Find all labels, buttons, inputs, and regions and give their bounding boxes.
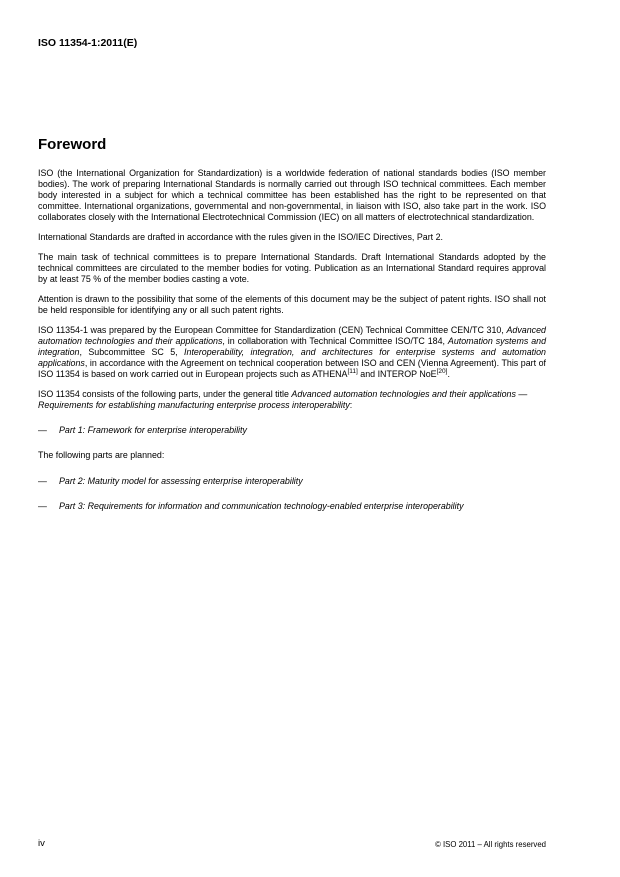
dash-bullet: — — [38, 501, 47, 511]
paragraph-patent-rights: Attention is drawn to the possibility that some of the elements of this document may be the subject of patent rights. ISO shall not be held responsible for identifying any or all such patent rights. — [38, 294, 546, 315]
general-title: Advanced automation technologies and their applications — Requirements for establishing manufacturing enterprise process interoperability — [38, 389, 528, 410]
part-2-title: Part 2: Maturity model for assessing enterprise interoperability — [59, 476, 303, 486]
part-3-title: Part 3: Requirements for information and communication technology-enabled enterprise interoperability — [59, 501, 464, 511]
paragraph-parts-list-intro — [38, 389, 546, 411]
document-identifier: ISO 11354-1:2011(E) — [38, 37, 138, 49]
subcommittee-title: Interoperability, integration, and architectures for enterprise systems and automation applications — [38, 347, 546, 368]
paragraph-drafting-rules: International Standards are drafted in accordance with the rules given in the ISO/IEC Directives, Part 2. — [38, 232, 444, 242]
page-number: iv — [38, 838, 45, 849]
dash-bullet: — — [38, 476, 47, 486]
preparation-text-5: and INTEROP NoE — [357, 369, 437, 379]
dash-bullet: — — [38, 425, 47, 435]
copyright-notice: © ISO 2011 – All rights reserved — [435, 840, 546, 849]
preparation-text-2: , in collaboration with Technical Committee ISO/TC 184, — [222, 336, 448, 346]
reference-athena: [11] — [347, 368, 358, 376]
reference-interop: [20] — [436, 368, 448, 376]
foreword-body — [38, 168, 546, 526]
paragraph-technical-committees: The main task of technical committees is to prepare International Standards. Draft International Standards adopted by the technical committees are circulated to the member bodies for voting. Publication as an International Standard requires approval by at least 75 % of the member bodies casting a vote. — [38, 252, 546, 284]
list-item — [38, 425, 546, 436]
preparation-text-3: , Subcommittee SC 5, — [79, 347, 185, 357]
list-item — [38, 476, 546, 487]
part-1-title: Part 1: Framework for enterprise interoperability — [59, 425, 247, 435]
committee-title-cen: Advanced automation technologies and their applications — [38, 325, 546, 346]
list-item — [38, 501, 546, 512]
paragraph-planned-intro: The following parts are planned: — [38, 450, 165, 460]
preparation-text-1: ISO 11354-1 was prepared by the European Committee for Standardization (CEN) Technical Committee CEN/TC 310, — [38, 325, 507, 335]
paragraph-preparation — [38, 325, 546, 380]
committee-title-iso: Automation systems and integration — [38, 336, 547, 357]
parts-intro-text: ISO 11354 consists of the following parts, under the general title — [38, 389, 292, 399]
parts-intro-colon: : — [349, 400, 353, 410]
paragraph-iso-federation: ISO (the International Organization for Standardization) is a worldwide federation of national standards bodies (ISO member bodies). The work of preparing International Standards is normally carried out through ISO technical committees. Each member body interested in a subject for which a technical committee has been established has the right to be represented on that committee. International organizations, governmental and non-governmental, in liaison with ISO, also take part in the work. ISO collaborates closely with the International Electrotechnical Commission (IEC) on all matters of electrotechnical standardization. — [38, 168, 546, 222]
page-title: Foreword — [38, 136, 107, 153]
preparation-text-4: , in accordance with the Agreement on technical cooperation between ISO and CEN (Vienna Agreement). This part of ISO 11354 is based on work carried out in European projects such as ATHENA — [38, 358, 546, 379]
preparation-text-6: . — [447, 369, 450, 379]
